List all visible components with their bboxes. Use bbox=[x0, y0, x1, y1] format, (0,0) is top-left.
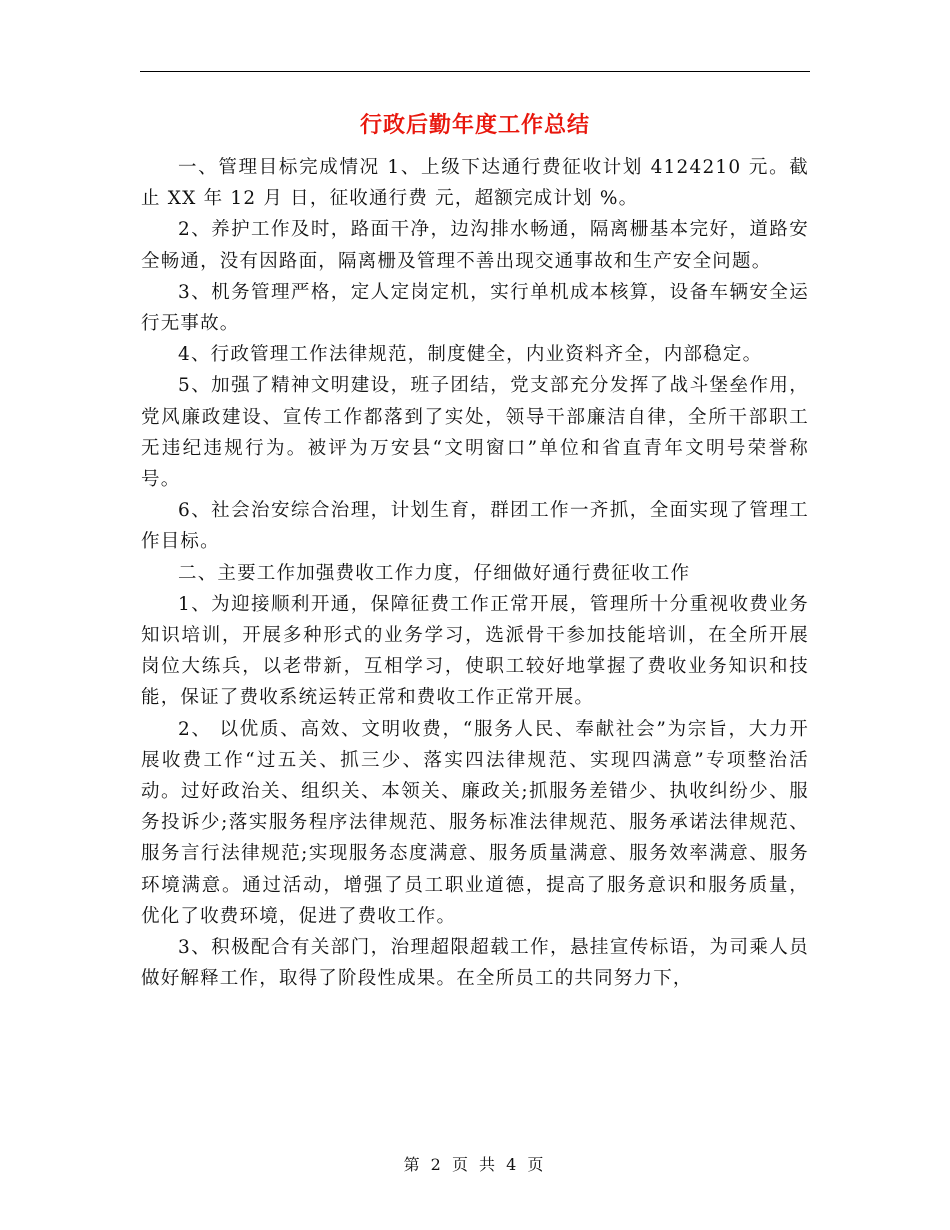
document-title: 行政后勤年度工作总结 bbox=[359, 112, 590, 138]
paragraph-3: 3、机务管理严格，定人定岗定机，实行单机成本核算，设备车辆安全运行无事故。 bbox=[141, 281, 809, 335]
paragraph-1: 一、管理目标完成情况 1、上级下达通行费征收计划 4124210 元。截止 XX 年 12 月 日，征收通行费 元，超额完成计划 %。 bbox=[141, 157, 809, 210]
paragraph-4: 4、行政管理工作法律规范，制度健全，内业资料齐全，内部稳定。 bbox=[178, 344, 763, 366]
paragraph-9: 3、积极配合有关部门，治理超限超载工作，悬挂宣传标语，为司乘人员做好解释工作，取得了阶段性成果。在全所员工的共同努力下， bbox=[141, 937, 809, 990]
page-footer bbox=[0, 1152, 950, 1175]
section-heading-2: 二、主要工作加强费收工作力度，仔细做好通行费征收工作 bbox=[178, 562, 691, 584]
document-body bbox=[141, 152, 809, 994]
header-rule bbox=[140, 71, 810, 72]
paragraph-7: 1、为迎接顺利开通，保障征费工作正常开展，管理所十分重视收费业务知识培训，开展多种形式的业务学习，选派骨干参加技能培训，在全所开展岗位大练兵，以老带新，互相学习，使职工较好地掌握了费收业务知识和技能，保证了费收系统运转正常和费收工作正常开展。 bbox=[141, 593, 809, 709]
paragraph-5: 5、加强了精神文明建设，班子团结，党支部充分发挥了战斗堡垒作用，党风廉政建设、宣传工作都落到了实处，领导干部廉洁自律，全所干部职工无违纪违规行为。被评为万安县“文明窗口”单位和省直青年文明号荣誉称号。 bbox=[141, 375, 809, 491]
page-number-label: 第 2 页 共 4 页 bbox=[403, 1155, 547, 1174]
paragraph-8: 2、 以优质、高效、文明收费，“服务人民、奉献社会”为宗旨，大力开展收费工作“过五关、抓三少、落实四法律规范、实现四满意”专项整治活动。过好政治关、组织关、本领关、廉政关;抓服务差错少、执收纠纷少、服务投诉少;落实服务程序法律规范、服务标准法律规范、服务承诺法律规范、服务言行法律规范;实现服务态度满意、服务质量满意、服务效率满意、服务环境满意。通过活动，增强了员工职业道德，提高了服务意识和服务质量，优化了收费环境，促进了费收工作。 bbox=[141, 718, 809, 927]
paragraph-2: 2、养护工作及时，路面干净，边沟排水畅通，隔离栅基本完好，道路安全畅通，没有因路面，隔离栅及管理不善出现交通事故和生产安全问题。 bbox=[141, 219, 809, 272]
paragraph-6: 6、社会治安综合治理，计划生育，群团工作一齐抓，全面实现了管理工作目标。 bbox=[141, 500, 809, 553]
